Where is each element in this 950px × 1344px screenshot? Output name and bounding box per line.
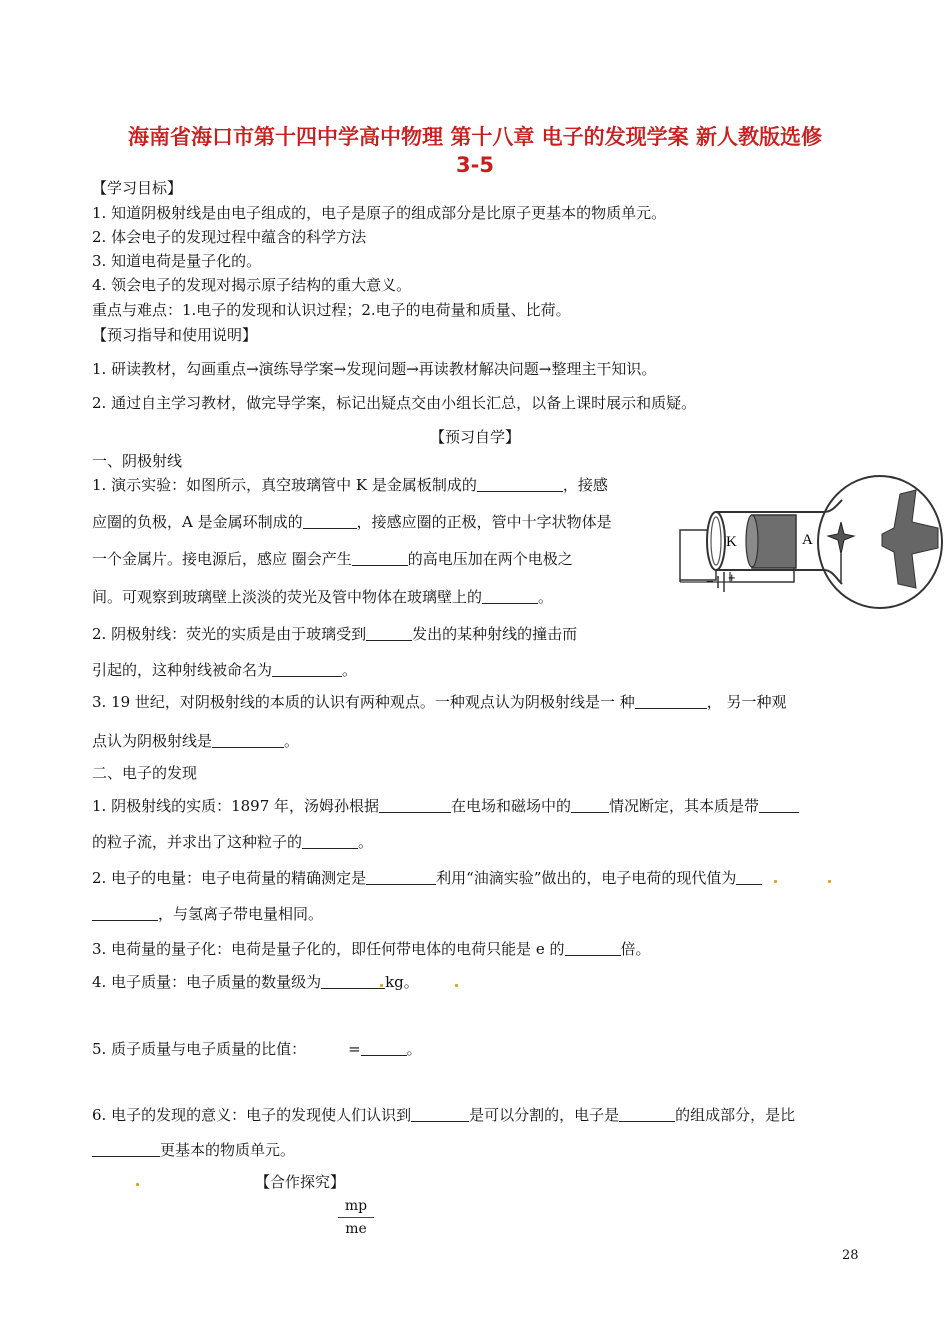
fraction-denominator: me bbox=[345, 1221, 367, 1237]
coop-header: 【合作探究】 bbox=[255, 1173, 346, 1191]
text: 3. 电荷量的量子化：电荷是量子化的，即任何带电体的电荷只能是 e 的 bbox=[92, 940, 565, 958]
answer-blank[interactable] bbox=[361, 1041, 407, 1056]
metal-cross bbox=[828, 522, 854, 554]
text: 是可以分割的，电子是 bbox=[469, 1106, 620, 1124]
question-2-2 bbox=[92, 868, 762, 888]
scan-mark bbox=[828, 880, 831, 883]
text: 发出的某种射线的撞击而 bbox=[412, 625, 578, 643]
text: = bbox=[348, 1040, 361, 1058]
document-title: 海南省海口市第十四中学高中物理 第十八章 电子的发现学案 新人教版选修 bbox=[128, 125, 822, 149]
text: kg。 bbox=[385, 973, 419, 991]
answer-blank[interactable] bbox=[92, 906, 158, 921]
text: 点认为阴极射线是 bbox=[92, 732, 213, 750]
cathode-ray-tube-figure bbox=[676, 470, 946, 620]
text: 2. 电子的电量：电子电荷量的精确测定是 bbox=[92, 869, 367, 887]
question-1-1-cont bbox=[92, 549, 573, 569]
text: ，接感 bbox=[562, 476, 608, 494]
answer-blank[interactable] bbox=[366, 626, 412, 641]
question-1-3 bbox=[92, 692, 787, 712]
answer-blank[interactable] bbox=[736, 870, 762, 885]
answer-blank[interactable] bbox=[635, 694, 707, 709]
question-2-1 bbox=[92, 796, 799, 816]
answer-blank[interactable] bbox=[379, 798, 451, 813]
goal-item: 1. 知道阴极射线是由电子组成的，电子是原子的组成部分是比原子更基本的物质单元。 bbox=[92, 204, 667, 222]
question-2-1-cont bbox=[92, 832, 373, 852]
text: 一个金属片。接电源后，感应 圈会产生 bbox=[92, 550, 352, 568]
answer-blank[interactable] bbox=[92, 1142, 160, 1157]
answer-blank[interactable] bbox=[303, 514, 357, 529]
text: 间。可观察到玻璃壁上淡淡的荧光及管中物体在玻璃壁上的 bbox=[92, 588, 483, 606]
question-2-4 bbox=[92, 972, 419, 992]
guide-header: 【预习指导和使用说明】 bbox=[92, 326, 258, 344]
text: 在电场和磁场中的 bbox=[451, 797, 572, 815]
question-1-2 bbox=[92, 624, 577, 644]
text: 2. 阴极射线：荧光的实质是由于玻璃受到 bbox=[92, 625, 367, 643]
answer-blank[interactable] bbox=[321, 974, 385, 989]
text: 6. 电子的发现的意义：电子的发现使人们认识到 bbox=[92, 1106, 412, 1124]
text: ， 另一种观 bbox=[706, 693, 787, 711]
text: 1. 演示实验：如图所示，真空玻璃管中 K 是金属板制成的 bbox=[92, 476, 477, 494]
answer-blank[interactable] bbox=[302, 834, 358, 849]
fraction-bar bbox=[338, 1217, 374, 1218]
answer-blank[interactable] bbox=[366, 870, 436, 885]
text: 。 bbox=[284, 732, 300, 750]
answer-blank[interactable] bbox=[212, 733, 284, 748]
text: 应圈的负极，A 是金属环制成的 bbox=[92, 513, 303, 531]
page-number: 28 bbox=[842, 1248, 859, 1263]
part2-header: 二、电子的发现 bbox=[92, 764, 198, 782]
question-1-1 bbox=[92, 475, 608, 495]
mass-ratio-fraction bbox=[338, 1198, 374, 1237]
minus-sign: − bbox=[706, 574, 714, 589]
answer-blank[interactable] bbox=[571, 798, 609, 813]
text: 的组成部分，是比 bbox=[675, 1106, 796, 1124]
scan-mark bbox=[380, 984, 383, 987]
answer-blank[interactable] bbox=[619, 1107, 675, 1122]
plus-sign: + bbox=[728, 570, 736, 585]
answer-blank[interactable] bbox=[477, 477, 563, 492]
text: 利用“油滴实验”做出的，电子电荷的现代值为 bbox=[436, 869, 737, 887]
text: 1. 阴极射线的实质：1897 年，汤姆孙根据 bbox=[92, 797, 380, 815]
question-1-2-cont bbox=[92, 660, 357, 680]
guide-item: 2. 通过自主学习教材，做完导学案，标记出疑点交由小组长汇总，以备上课时展示和质疑。 bbox=[92, 394, 697, 412]
text: 更基本的物质单元。 bbox=[160, 1141, 296, 1159]
cross-shadow bbox=[882, 490, 938, 588]
fraction-numerator: mp bbox=[344, 1198, 368, 1214]
answer-blank[interactable] bbox=[411, 1107, 469, 1122]
text: 的粒子流，并求出了这种粒子的 bbox=[92, 833, 303, 851]
answer-blank[interactable] bbox=[272, 662, 342, 677]
key-points: 重点与难点：1.电子的发现和认识过程；2.电子的电荷量和质量、比荷。 bbox=[92, 301, 571, 319]
text: 倍。 bbox=[620, 940, 651, 958]
text: 4. 电子质量：电子质量的数量级为 bbox=[92, 973, 322, 991]
text: 。 bbox=[342, 661, 358, 679]
text: 。 bbox=[358, 833, 374, 851]
goal-item: 4. 领会电子的发现对揭示原子结构的重大意义。 bbox=[92, 276, 412, 294]
label-a: A bbox=[802, 532, 813, 548]
question-2-5 bbox=[92, 1039, 422, 1059]
question-2-2-cont bbox=[92, 904, 323, 924]
scan-mark bbox=[455, 984, 458, 987]
document-title-line2: 3-5 bbox=[456, 153, 494, 177]
question-1-3-cont bbox=[92, 731, 299, 751]
text: ，与氢离子带电量相同。 bbox=[158, 905, 324, 923]
text: 。 bbox=[406, 1040, 422, 1058]
guide-item: 1. 研读教材，勾画重点→演练导学案→发现问题→再读教材解决问题→整理主干知识。 bbox=[92, 360, 657, 378]
question-1-1-cont bbox=[92, 587, 553, 607]
goals-header: 【学习目标】 bbox=[92, 179, 183, 197]
goal-item: 2. 体会电子的发现过程中蕴含的科学方法 bbox=[92, 228, 367, 246]
question-2-6 bbox=[92, 1105, 795, 1125]
scan-mark bbox=[136, 1183, 139, 1186]
anode-edge bbox=[746, 515, 758, 567]
text: 5. 质子质量与电子质量的比值： bbox=[92, 1040, 307, 1058]
part1-header: 一、阴极射线 bbox=[92, 452, 183, 470]
text: 3. 19 世纪，对阴极射线的本质的认识有两种观点。一种观点认为阴极射线是一 种 bbox=[92, 693, 635, 711]
goal-item: 3. 知道电荷是量子化的。 bbox=[92, 252, 262, 270]
text: 的高电压加在两个电极之 bbox=[407, 550, 573, 568]
question-2-3 bbox=[92, 939, 651, 959]
answer-blank[interactable] bbox=[352, 551, 408, 566]
answer-blank[interactable] bbox=[759, 798, 799, 813]
anode-cylinder bbox=[752, 515, 796, 568]
text: ，接感应圈的正极，管中十字状物体是 bbox=[356, 513, 612, 531]
answer-blank[interactable] bbox=[565, 941, 621, 956]
label-k: K bbox=[726, 534, 737, 550]
text: 引起的，这种射线被命名为 bbox=[92, 661, 273, 679]
text: 。 bbox=[538, 588, 554, 606]
question-1-1-cont bbox=[92, 512, 612, 532]
cathode-disc bbox=[707, 512, 725, 570]
question-2-6-cont bbox=[92, 1140, 295, 1160]
answer-blank[interactable] bbox=[482, 589, 538, 604]
selfstudy-header: 【预习自学】 bbox=[429, 428, 520, 446]
text: 情况断定，其本质是带 bbox=[609, 797, 760, 815]
scan-mark bbox=[774, 880, 777, 883]
